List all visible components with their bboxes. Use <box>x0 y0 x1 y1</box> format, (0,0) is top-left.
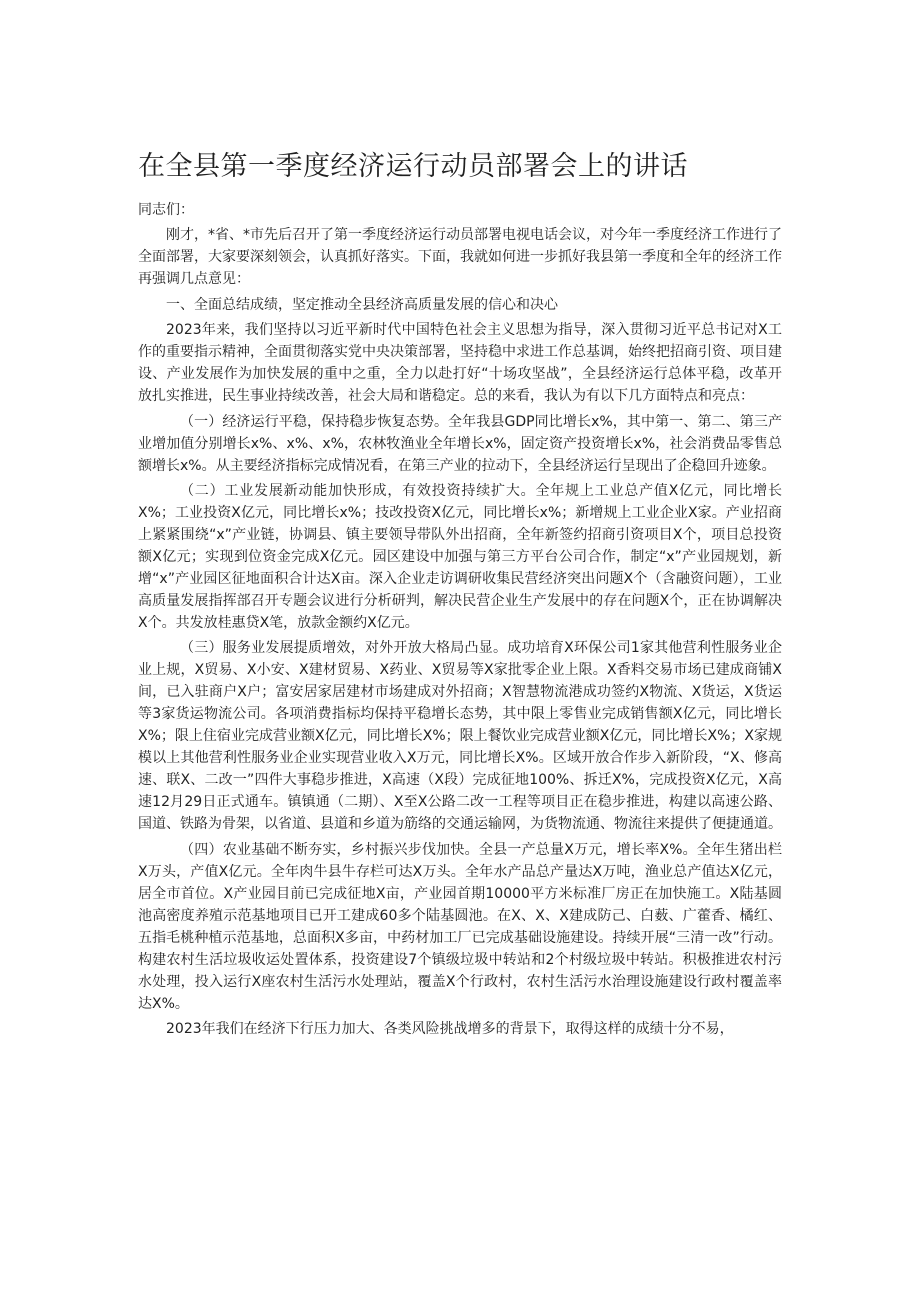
paragraph-services: （三）服务业发展提质增效，对外开放大格局凸显。成功培育X环保公司1家其他营利性服务业企业上规，X贸易、X小安、X建材贸易、X药业、X贸易等X家批零企业上限。X香料交易市场已建成商铺X间，已入驻商户X户；富安居家居建材市场建成对外招商；X智慧物流港成功签约X物流、X货运，X货运等3家货运物流公司。各项消费指标均保持平稳增长态势，其中限上零售业完成销售额X亿元，同比增长X%；限上住宿业完成营业额X亿元，同比增长X%；限上餐饮业完成营业额X亿元，同比增长X%；X家规模以上其他营利性服务业企业实现营业收入X万元，同比增长X%。区域开放合作步入新阶段，“X、修高速、联X、二改一”四件大事稳步推进，X高速（X段）完成征地100%、拆迁X%，完成投资X亿元，X高速12月29日正式通车。镇镇通（二期）、X至X公路二改一工程等项目正在稳步推进，构建以高速公路、国道、铁路为骨架，以省道、县道和乡道为筋络的交通运输网，为货物流通、物流往来提供了便捷通道。 <box>138 640 782 833</box>
paragraph-economy: （一）经济运行平稳，保持稳步恢复态势。全年我县GDP同比增长x%，其中第一、第二、第三产业增加值分别增长x%、x%、x%，农林牧渔业全年增长x%，固定资产投资增长x%，社会消费品零售总额增长x%。从主要经济指标完成情况看，在第三产业的拉动下，全县经济运行呈现出了企稳回升迹象。 <box>138 413 782 474</box>
paragraph-industry: （二）工业发展新动能加快形成，有效投资持续扩大。全年规上工业总产值X亿元，同比增长X%；工业投资X亿元，同比增长x%；技改投资X亿元，同比增长x%；新增规上工业企业X家。产业招商上紧紧围绕“x”产业链，协调县、镇主要领导带队外出招商，全年新签约招商引资项目X个，项目总投资额X亿元；实现到位资金完成X亿元。园区建设中加强与第三方平台公司合作，制定“x”产业园规划，新增“x”产业园区征地面积合计达X亩。深入企业走访调研收集民营经济突出问题X个（含融资问题），工业高质量发展指挥部召开专题会议进行分析研判，解决民营企业生产发展中的存在问题X个，正在协调解决X个。共发放桂惠贷X笔，放款金额约X亿元。 <box>138 482 782 631</box>
salutation: 同志们： <box>138 202 194 218</box>
paragraph-intro: 刚才，*省、*市先后召开了第一季度经济运行动员部署电视电话会议，对今年一季度经济工作进行了全面部署，大家要深刻领会，认真抓好落实。下面，我就如何进一步抓好我县第一季度和全年的经济工作再强调几点意见： <box>138 227 782 288</box>
document-title: 在全县第一季度经济运行动员部署会上的讲话 <box>138 151 688 182</box>
paragraph-overview: 2023年来，我们坚持以习近平新时代中国特色社会主义思想为指导，深入贯彻习近平总书记对X工作的重要指示精神，全面贯彻落实党中央决策部署，坚持稳中求进工作总基调，始终把招商引资、项目建设、产业发展作为加快发展的重中之重，全力以赴打好“十场攻坚战”，全县经济运行总体平稳，改革开放扎实推进，民生事业持续改善，社会大局和谐稳定。总的来看，我认为有以下几方面特点和亮点： <box>138 322 782 405</box>
paragraph-agriculture: （四）农业基础不断夯实，乡村振兴步伐加快。全县一产总量X万元，增长率X%。全年生猪出栏X万头，产值X亿元。全年肉牛县牛存栏可达X万头。全年水产品总产量达X万吨，渔业总产值达X亿元，居全市首位。X产业园目前已完成征地X亩，产业园首期10000平方米标准厂房正在加快施工。X陆基圆池高密度养殖示范基地项目已开工建成60多个陆基圆池。在X、X、X建成防己、白薮、广藿香、橘红、五指毛桃种植示范基地，总面积X多亩，中药材加工厂已完成基础设施建设。持续开展“三清一改”行动。构建农村生活垃圾收运处置体系，投资建设7个镇级垃圾中转站和2个村级垃圾中转站。积极推进农村污水处理，投入运行X座农村生活污水处理站，覆盖X个行政村，农村生活污水治理设施建设行政村覆盖率达X%。 <box>138 841 782 1012</box>
document-body <box>138 199 782 1044</box>
paragraph-closing: 2023年我们在经济下行压力加大、各类风险挑战增多的背景下，取得这样的成绩十分不易， <box>166 1021 734 1038</box>
section-heading-1: 一、全面总结成绩，坚定推动全县经济高质量发展的信心和决心 <box>166 296 558 313</box>
